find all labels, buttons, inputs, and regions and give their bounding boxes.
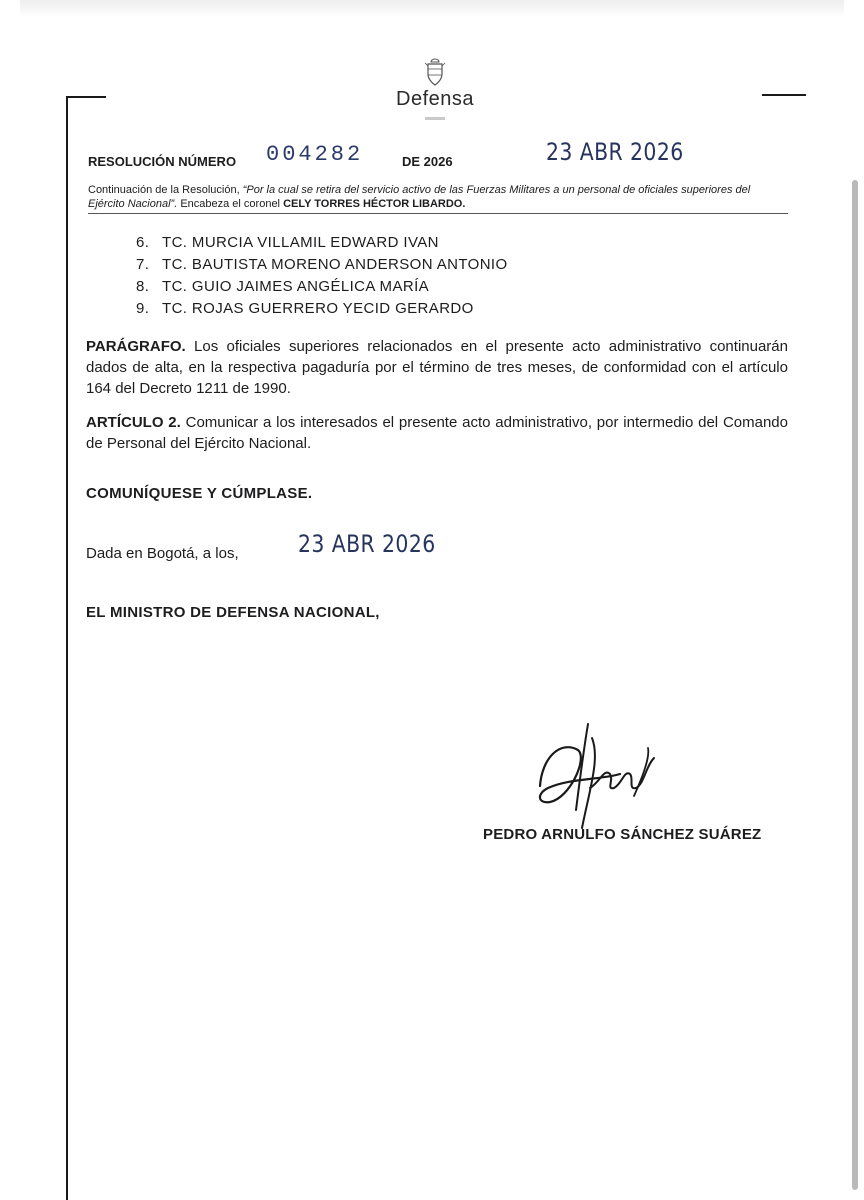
header-rule (88, 213, 788, 214)
signature-image (530, 718, 670, 838)
continuation-lead-text: Encabeza el coronel (180, 198, 281, 210)
paragrafo-section (86, 336, 788, 399)
colombia-coat-of-arms-icon (423, 58, 447, 86)
document-frame-top-right (762, 94, 806, 96)
scrollbar[interactable] (852, 180, 858, 1190)
continuation-lead-name: CELY TORRES HÉCTOR LIBARDO. (283, 198, 466, 210)
continuation-title: “Por la cual se retira del servicio activo de las Fuerzas Militares a un personal de oficiales superiores del Ejército Nacional”. (88, 184, 751, 210)
list-item: 6. TC. MURCIA VILLAMIL EDWARD IVAN (136, 234, 439, 251)
officer-list (136, 232, 508, 320)
ministry-name: Defensa (396, 88, 474, 110)
page-top-shadow (20, 0, 844, 18)
signer-name: PEDRO ARNULFO SÁNCHEZ SUÁREZ (483, 826, 762, 843)
ministry-header (370, 58, 500, 120)
header-divider (425, 117, 445, 120)
date-stamp-header: 23 ABR 2026 (546, 138, 684, 166)
resolution-number: 004282 (266, 142, 364, 167)
list-item: 8. TC. GUIO JAIMES ANGÉLICA MARÍA (136, 278, 430, 295)
articulo-2-label: ARTÍCULO 2. (86, 414, 181, 431)
continuation-note (88, 183, 788, 211)
list-item: 7. TC. BAUTISTA MORENO ANDERSON ANTONIO (136, 256, 508, 273)
resolution-label: RESOLUCIÓN NÚMERO (88, 154, 237, 169)
document-frame-left (66, 96, 68, 1200)
document-frame-top-left (66, 96, 106, 98)
articulo-2-text: Comunicar a los interesados el presente acto administrativo, por intermedio del Comando de Personal del Ejército Nacional. (86, 414, 788, 452)
issued-place: Dada en Bogotá, a los, (86, 545, 239, 562)
resolution-year: DE 2026 (402, 154, 453, 169)
minister-title: EL MINISTRO DE DEFENSA NACIONAL, (86, 604, 380, 621)
date-stamp-issued: 23 ABR 2026 (298, 530, 436, 558)
paragrafo-label: PARÁGRAFO. (86, 338, 186, 355)
continuation-prefix: Continuación de la Resolución, (88, 184, 240, 196)
list-item: 9. TC. ROJAS GUERRERO YECID GERARDO (136, 300, 474, 317)
paragrafo-text: Los oficiales superiores relacionados en el presente acto administrativo continuarán dados de alta, en la respectiva pagaduría por el término de tres meses, de conformidad con el artículo 164 del Decreto 1211 de 1990. (86, 338, 788, 397)
articulo-2-section (86, 412, 788, 454)
closing-formula: COMUNÍQUESE Y CÚMPLASE. (86, 485, 313, 502)
